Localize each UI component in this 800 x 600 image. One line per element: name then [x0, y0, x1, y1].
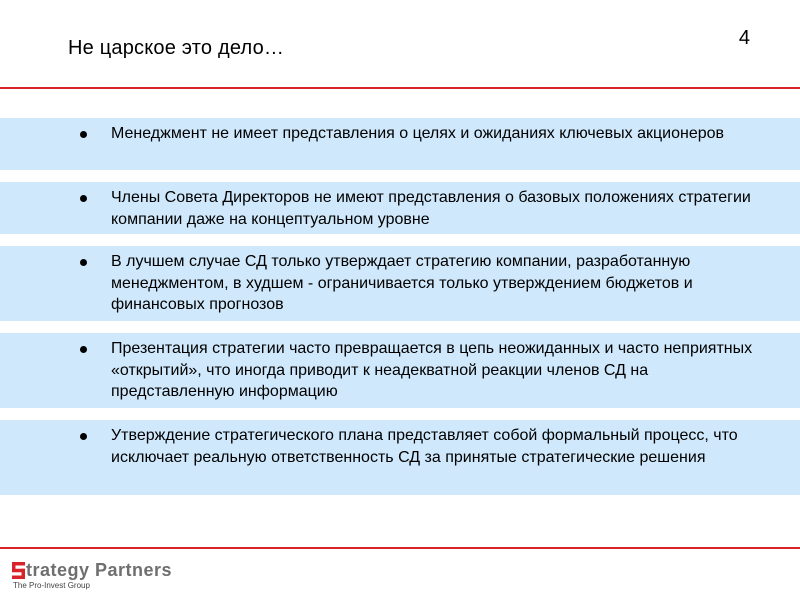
bullet-text: Менеджмент не имеет представления о целях и ожиданиях ключевых акционеров [111, 125, 725, 142]
company-logo [12, 560, 172, 590]
bullet-dot-icon [80, 346, 87, 353]
bullet-text: Утверждение стратегического плана представляет собой формальный процесс, что исключает реальную ответственность СД за принятые стратегические решения [111, 427, 738, 466]
bullet-item [0, 118, 800, 170]
logo-wordmark [12, 560, 172, 581]
page-title: Не царское это дело… [68, 37, 285, 59]
bullet-dot-icon [80, 259, 87, 266]
bullet-text: Члены Совета Директоров не имеют представления о базовых положениях стратегии компании даже на концептуальном уровне [111, 189, 751, 228]
bullet-dot-icon [80, 433, 87, 440]
bullet-list [0, 118, 800, 507]
top-divider [0, 87, 800, 89]
page-number: 4 [738, 27, 750, 49]
logo-subtitle: The Pro-Invest Group [13, 581, 90, 590]
bullet-item [0, 420, 800, 495]
bullet-item [0, 333, 800, 408]
logo-s-icon [12, 562, 25, 579]
bottom-divider [0, 547, 800, 549]
bullet-item [0, 246, 800, 321]
bullet-dot-icon [80, 195, 87, 202]
bullet-text: Презентация стратегии часто превращается в цепь неожиданных и часто неприятных «открытий», что иногда приводит к неадекватной реакции членов СД на представленную информацию [111, 340, 753, 400]
bullet-dot-icon [80, 131, 87, 138]
bullet-item [0, 182, 800, 234]
bullet-text: В лучшем случае СД только утверждает стратегию компании, разработанную менеджментом, в худшем - ограничивается только утверждением бюджетов и финансовых прогнозов [111, 253, 693, 313]
logo-text: trategy Partners [26, 560, 173, 580]
